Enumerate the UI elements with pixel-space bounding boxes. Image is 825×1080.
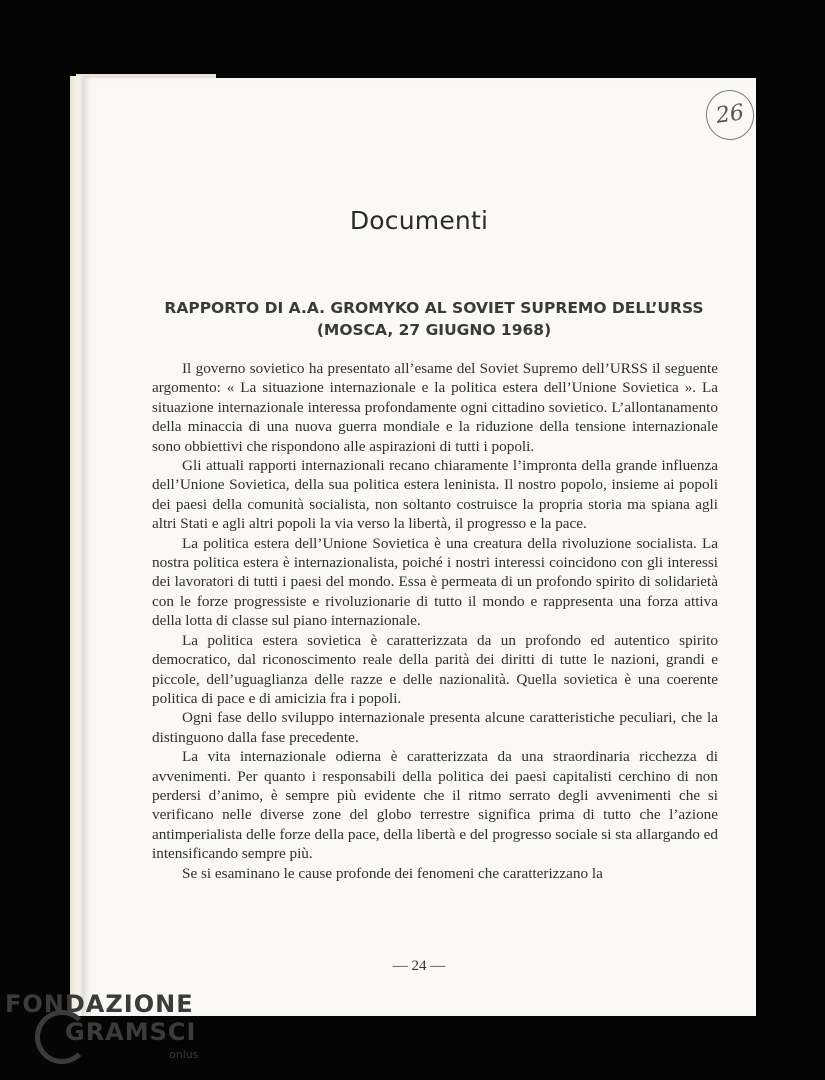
watermark-line-3: onlus	[169, 1048, 199, 1061]
document-title	[142, 297, 726, 341]
page-folio: — 24 —	[392, 958, 446, 974]
paragraph: La politica estera dell’Unione Sovietica è una creatura della rivoluzione socialista. La nostra politica estera è internazionalista, poiché i nostri interessi coincidono con gli interessi dei lavoratori di tutti i paesi del mondo. Essa è permeata di un profondo spirito di solidarietà con le forze progressiste e rivoluzionarie di tutto il mondo e rappresenta una forza attiva della lotta di classe sul piano internazionale.	[152, 534, 718, 630]
title-line-2: (MOSCA, 27 GIUGNO 1968)	[316, 321, 552, 339]
paragraph: Gli attuali rapporti internazionali recano chiaramente l’impronta della grande influenza dell’Unione Sovietica, della sua politica estera leninista. Il nostro popolo, insieme ai popoli dei paesi della comunità socialista, non soltanto costruisce la propria storia ma spiana agli altri Stati e agli altri popoli la via verso la libertà, il progresso e la pace.	[152, 457, 718, 533]
paragraph: Ogni fase dello sviluppo internazionale presenta alcune caratteristiche peculiari, che la distinguono dalla fase precedente.	[152, 709, 718, 746]
paragraph: La politica estera sovietica è caratterizzata da un profondo ed autentico spirito democratico, dal riconoscimento reale della parità dei diritti di tutte le nazioni, grandi e piccole, dell’uguaglianza delle razze e delle nazionalità. Quella sovietica è una coerente politica di pace e di amicizia fra i popoli.	[152, 631, 718, 707]
paragraph: La vita internazionale odierna è caratterizzata da una straordinaria ricchezza di avvenimenti. Per quanto i responsabili della politica dei paesi capitalisti cerchino di non perdersi d’animo, è sempre più evidente che il ritmo serrato degli avvenimenti che si verificano nelle diverse zone del globo terrestre significa prima di tutto che l’azione antimperialista delle forze della pace, della libertà e del progresso sociale si sta allargando ed intensificando sempre più.	[152, 748, 718, 863]
body-text	[152, 359, 718, 883]
watermark-line-1: FONDAZIONE	[5, 990, 194, 1018]
watermark-line-2: GRAMSCI	[65, 1018, 197, 1046]
section-heading: Documenti	[349, 206, 489, 235]
fondazione-gramsci-watermark	[5, 988, 205, 1068]
title-line-1: RAPPORTO DI A.A. GROMYKO AL SOVIET SUPREMO DELL’URSS	[164, 299, 704, 317]
handwritten-page-number: 26	[703, 87, 757, 143]
paragraph: Il governo sovietico ha presentato all’esame del Soviet Supremo dell’URSS il seguente argomento: « La situazione internazionale e la politica estera dell’Unione Sovietica ». La situazione internazionale interessa profondamente ogni cittadino sovietico. L’allontanamento della minaccia di una nuova guerra mondiale e la riduzione della tensione internazionale sono obbiettivi che rispondono alle aspirazioni di tutti i popoli.	[152, 360, 718, 455]
document-page	[82, 78, 756, 1016]
paragraph: Se si esaminano le cause profonde dei fenomeni che caratterizzano la	[182, 864, 603, 882]
